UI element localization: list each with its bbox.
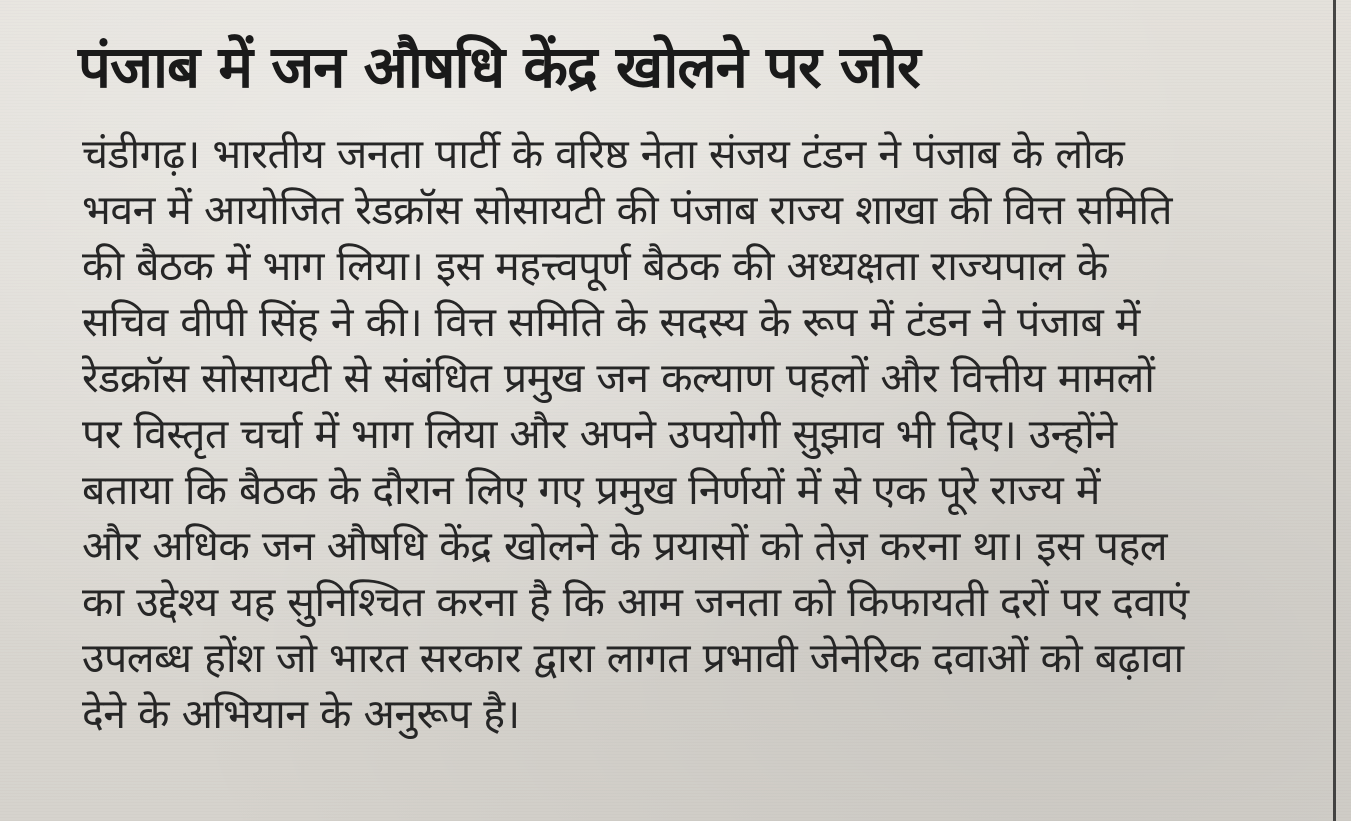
article-line: का उद्देश्य यह सुनिश्चित करना है कि आम जनता को किफायती दरों पर दवाएं: [82, 578, 1189, 626]
article-line: उपलब्ध होंश जो भारत सरकार द्वारा लागत प्रभावी जेनेरिक दवाओं को बढ़ावा: [82, 634, 1184, 682]
article-line: चंडीगढ़। भारतीय जनता पार्टी के वरिष्ठ नेता संजय टंडन ने पंजाब के लोक: [82, 130, 1125, 178]
article-line: भवन में आयोजित रेडक्रॉस सोसायटी की पंजाब राज्य शाखा की वित्त समिति: [82, 186, 1173, 234]
article-body: [82, 126, 1317, 742]
article-line: की बैठक में भाग लिया। इस महत्त्वपूर्ण बैठक की अध्यक्षता राज्यपाल के: [82, 242, 1108, 290]
article-headline: पंजाब में जन औषधि केंद्र खोलने पर जोर: [78, 33, 920, 101]
article-line: और अधिक जन औषधि केंद्र खोलने के प्रयासों को तेज़ करना था। इस पहल: [82, 522, 1168, 570]
article-line: बताया कि बैठक के दौरान लिए गए प्रमुख निर्णयों में से एक पूरे राज्य में: [82, 466, 1100, 514]
article-line: देने के अभियान के अनुरूप है।: [82, 690, 520, 738]
article-line: पर विस्तृत चर्चा में भाग लिया और अपने उपयोगी सुझाव भी दिए। उन्होंने: [82, 410, 1117, 458]
article-line: रेडक्रॉस सोसायटी से संबंधित प्रमुख जन कल्याण पहलों और वित्तीय मामलों: [82, 354, 1155, 402]
column-divider: [1333, 0, 1336, 821]
article-line: सचिव वीपी सिंह ने की। वित्त समिति के सदस्य के रूप में टंडन ने पंजाब में: [82, 298, 1140, 346]
